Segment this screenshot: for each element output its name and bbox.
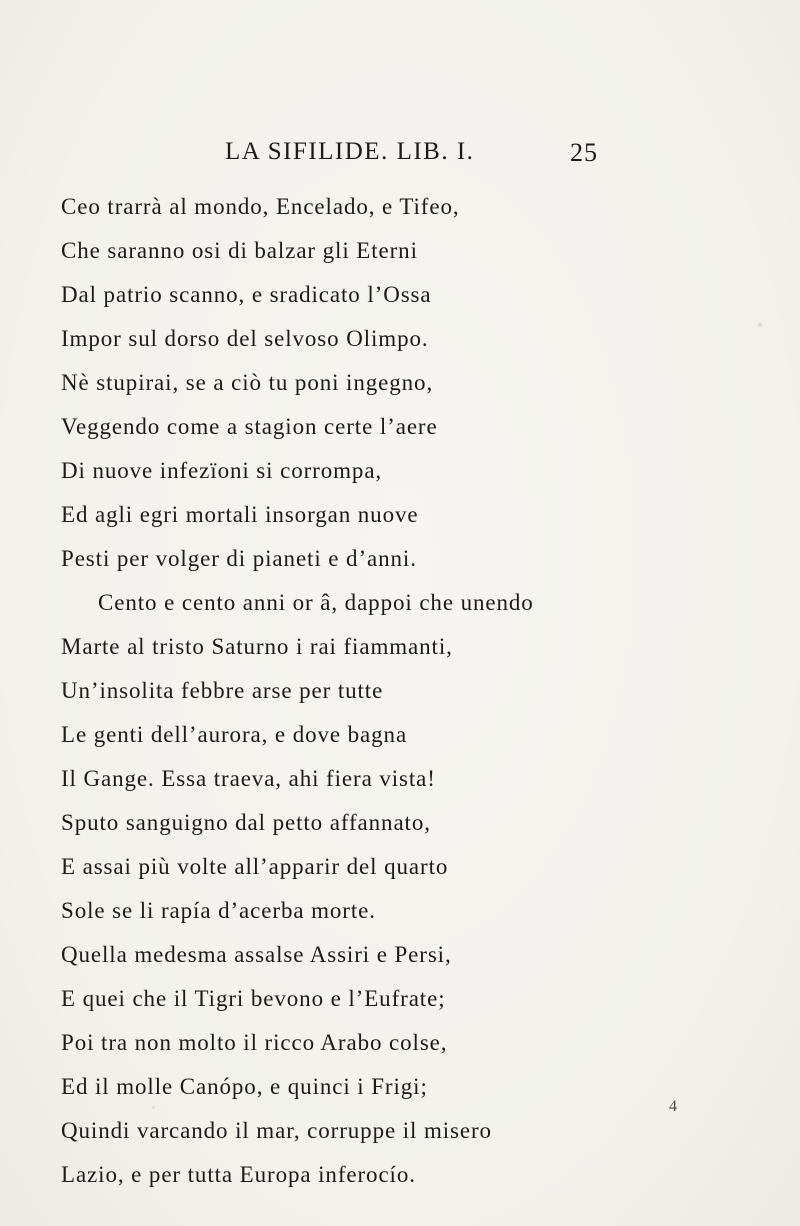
verse-line: Impor sul dorso del selvoso Olimpo. xyxy=(61,326,429,351)
verse-line: E quei che il Tigri bevono e l’Eufrate; xyxy=(61,986,446,1011)
verse-line: Pesti per volger di pianeti e d’anni. xyxy=(61,546,417,571)
paper-spot xyxy=(152,1106,155,1109)
verse-line: Un’insolita febbre arse per tutte xyxy=(61,678,384,703)
verse-line: Il Gange. Essa traeva, ahi fiera vista! xyxy=(61,766,436,791)
verse-line: Poi tra non molto il ricco Arabo colse, xyxy=(61,1030,448,1055)
verse-line: Sole se li rapía d’acerba morte. xyxy=(61,898,376,923)
verse-line: Cento e cento anni or â, dappoi che unendo xyxy=(98,590,534,615)
verse-line: Le genti dell’aurora, e dove bagna xyxy=(61,722,408,747)
paper-spot xyxy=(758,322,762,327)
verse-line: Quindi varcando il mar, corruppe il misero xyxy=(61,1118,492,1143)
verse-line: Che saranno osi di balzar gli Eterni xyxy=(61,238,418,263)
verse-line: Quella medesma assalse Assiri e Persi, xyxy=(61,942,452,967)
page-number: 25 xyxy=(570,138,598,167)
verse-line: Nè stupirai, se a ciò tu poni ingegno, xyxy=(61,370,434,395)
signature-mark: 4 xyxy=(669,1098,677,1115)
verse-line: E assai più volte all’apparir del quarto xyxy=(61,854,449,879)
verse-line: Dal patrio scanno, e sradicato l’Ossa xyxy=(61,282,432,307)
verse-line: Ceo trarrà al mondo, Encelado, e Tifeo, xyxy=(61,194,460,219)
verse-line: Di nuove infezïoni si corrompa, xyxy=(61,458,383,483)
verse-line: Lazio, e per tutta Europa inferocío. xyxy=(61,1162,416,1187)
verse-line: Marte al tristo Saturno i rai fiammanti, xyxy=(61,634,453,659)
verse-line: Ed agli egri mortali insorgan nuove xyxy=(61,502,419,527)
verse-line: Veggendo come a stagion certe l’aere xyxy=(61,414,438,439)
running-title: LA SIFILIDE. LIB. I. xyxy=(225,138,475,165)
verse-line: Sputo sanguigno dal petto affannato, xyxy=(61,810,431,835)
verse-line: Ed il molle Canópo, e quinci i Frigi; xyxy=(61,1074,428,1099)
